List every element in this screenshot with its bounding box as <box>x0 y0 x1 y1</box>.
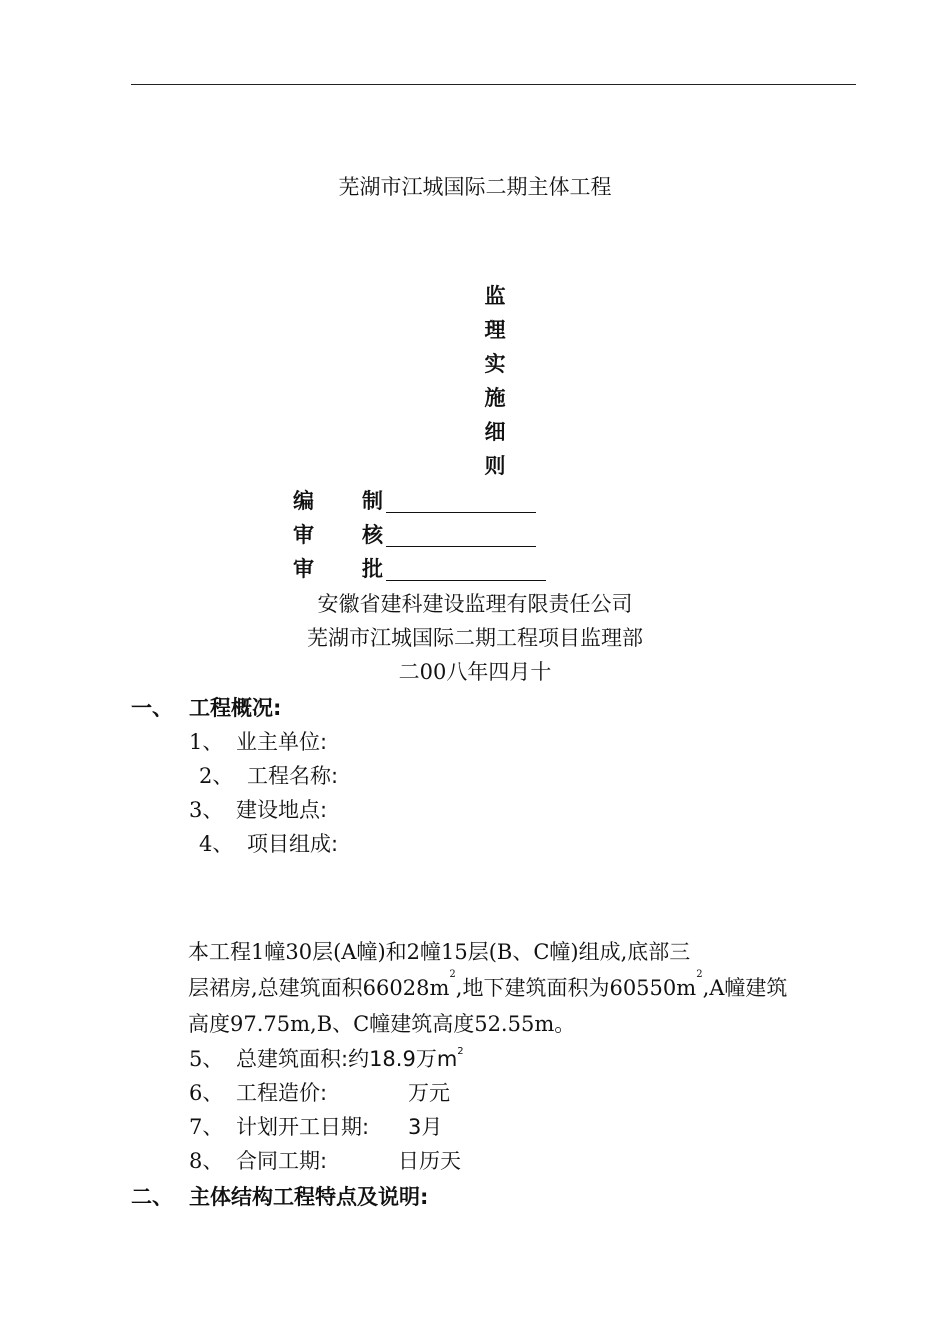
item-number: 7、 <box>189 1115 224 1139</box>
item-text: 合同工期: <box>236 1149 328 1173</box>
section2-title: 主体结构工程特点及说明: <box>189 1185 429 1209</box>
doc-title-char: 实 <box>484 352 506 376</box>
doc-title-char: 监 <box>484 284 506 308</box>
doc-title-char: 细 <box>484 420 506 444</box>
item-number: 8、 <box>189 1149 224 1173</box>
item-text: 计划开工日期: <box>236 1115 370 1139</box>
sig-approve-a: 审 <box>293 557 314 581</box>
item-number: 3、 <box>189 798 224 822</box>
item-number: 4、 <box>199 832 234 856</box>
item-text: 建设地点: <box>236 798 328 822</box>
section2-number: 二、 <box>131 1185 173 1209</box>
document-date: 二00八年四月十 <box>398 660 552 684</box>
sig-review-line <box>386 546 536 547</box>
description-line: 层裙房,总建筑面积$66028m^2$,地下建筑面积为$60550m^2,A$幢建筑 <box>188 969 788 1000</box>
project-description <box>188 934 858 1042</box>
item-value: 万元 <box>408 1081 450 1105</box>
section1-title: 工程概况: <box>189 696 282 720</box>
item-text: 总建筑面积:约18.9万$m^2$ <box>236 1046 464 1071</box>
item-text: 工程造价: <box>236 1081 328 1105</box>
department-name: 芜湖市江城国际二期工程项目监理部 <box>307 626 643 650</box>
item-number: 1、 <box>189 730 224 754</box>
sig-review-a: 审 <box>293 523 314 547</box>
item-number: 2、 <box>199 764 234 788</box>
item-text: 项目组成: <box>247 832 339 856</box>
company-name: 安徽省建科建设监理有限责任公司 <box>317 592 633 616</box>
header-rule <box>131 84 856 85</box>
doc-title-char: 施 <box>484 386 506 410</box>
section1-number: 一、 <box>131 696 173 720</box>
item-text: 工程名称: <box>247 764 339 788</box>
sig-compile-b: 制 <box>362 489 383 513</box>
sig-approve-line <box>386 580 546 581</box>
item-value: 3月 <box>408 1115 443 1139</box>
doc-title-char: 理 <box>484 318 506 342</box>
doc-title-char: 则 <box>484 454 506 478</box>
sig-compile-line <box>386 512 536 513</box>
item-value: 日历天 <box>398 1149 461 1173</box>
description-line: 高度97.75m,B、C幢建筑高度52.55m。 <box>188 1012 576 1036</box>
item-number: 6、 <box>189 1081 224 1105</box>
project-title: 芜湖市江城国际二期主体工程 <box>338 175 612 199</box>
item-text: 业主单位: <box>236 730 328 754</box>
item-number: 5、 <box>189 1047 224 1071</box>
description-line: 本工程1幢30层(A幢)和2幢15层(B、C幢)组成,底部三 <box>188 940 691 964</box>
sig-approve-b: 批 <box>362 557 383 581</box>
sig-review-b: 核 <box>362 523 383 547</box>
sig-compile-a: 编 <box>293 489 314 513</box>
